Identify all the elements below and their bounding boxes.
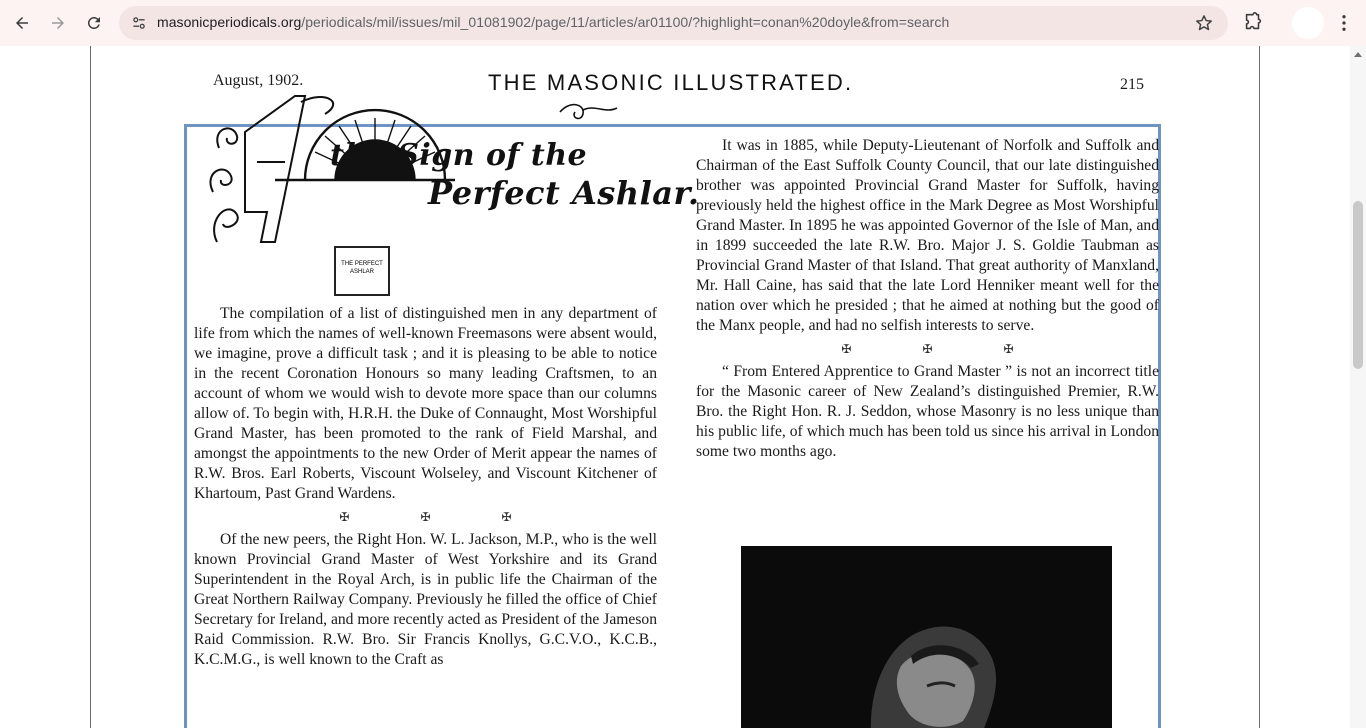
page-title: THE MASONIC ILLUSTRATED. <box>488 70 854 95</box>
forward-button[interactable] <box>44 9 72 37</box>
scrollbar-thumb[interactable] <box>1353 201 1363 369</box>
heading-line-1: the Sign of the <box>330 138 588 173</box>
heading-line-2: Perfect Ashlar. <box>428 174 700 212</box>
url-host: masonicperiodicals.org <box>157 14 302 30</box>
star-icon[interactable] <box>1194 13 1214 33</box>
paragraph: “ From Entered Apprentice to Grand Master ” is not an incorrect title for the Masonic career of New Zealand’s distinguished Premier, R.W. Bro. the Right Hon. R. J. Seddon, whose Masonry is no less unique than his public life, of which much has been told us since his arrival in London some two months ago. <box>696 363 1159 460</box>
url-text[interactable] <box>157 14 949 30</box>
portrait-photo <box>741 546 1112 728</box>
arrow-left-icon <box>13 14 31 32</box>
ashlar-block-label: THE PERFECT ASHLAR <box>334 246 390 296</box>
back-button[interactable] <box>8 9 36 37</box>
page-date: August, 1902. <box>213 72 304 89</box>
page-viewport <box>0 46 1366 728</box>
arrow-right-icon <box>49 14 67 32</box>
reload-button[interactable] <box>80 9 108 37</box>
address-bar[interactable] <box>119 6 1228 40</box>
section-ornament: ✠ ✠ ✠ <box>841 342 1048 356</box>
vertical-scrollbar[interactable] <box>1350 46 1366 728</box>
puzzle-icon[interactable] <box>1242 11 1266 35</box>
paragraph: The compilation of a list of distinguished men in any department of life from which the names of well-known Freemasons were absent would, we imagine, prove a difficult task ; and it is pleasing to be able to notice in the recent Coronation Honours so many leading Craftsmen, to an account of whom we would wish to devote more space than our columns allow of. To begin with, H.R.H. the Duke of Connaught, Most Worshipful Grand Master, has been promoted to the rank of Field Marshal, and amongst the appointments to the new Order of Merit appear the names of R.W. Bros. Earl Roberts, Viscount Wolseley, and Viscount Kitchener of Khartoum, Past Grand Wardens. <box>194 305 657 502</box>
section-ornament: ✠ ✠ ✠ <box>339 510 546 524</box>
article-column-right <box>696 136 1159 462</box>
profile-avatar[interactable] <box>1292 7 1324 39</box>
article-column-left <box>194 304 657 670</box>
browser-toolbar <box>0 0 1366 46</box>
page-number: 215 <box>1120 76 1144 93</box>
reload-icon <box>85 14 103 32</box>
paragraph: It was in 1885, while Deputy-Lieutenant of Norfolk and Suffolk and Chairman of the East Suffolk County Council, that our late distinguished brother was appointed Provincial Grand Master for Suffolk, having previously held the highest office in the Mark Degree as Most Worshipful Grand Master. In 1895 he was appointed Governor of the Isle of Man, and in 1899 succeeded the late R.W. Bro. Major J. S. Goldie Taubman as Provincial Grand Master of that Island. That great authority of Manxland, Mr. Hall Caine, has said that the late Lord Henniker meant well for the nation over which he presided ; that he aimed at nothing but the good of the Manx people, and had no selfish interests to serve. <box>696 137 1159 334</box>
kebab-menu-icon[interactable] <box>1334 11 1354 35</box>
tune-icon[interactable] <box>129 13 149 33</box>
paragraph: Of the new peers, the Right Hon. W. L. Jackson, M.P., who is the well known Provincial Grand Master of West Yorkshire and its Grand Superintendent in the Royal Arch, is in public life the Chairman of the Great Northern Railway Company. Previously he filled the office of Chief Secretary for Ireland, and more recently acted as President of the Jameson Raid Commission. R.W. Bro. Sir Francis Knollys, G.C.V.O., K.C.B., K.C.M.G., is well known to the Craft as <box>194 531 657 668</box>
url-path: /periodicals/mil/issues/mil_01081902/page/11/articles/ar01100/?highlight=conan%20doyle&from=search <box>301 14 950 30</box>
scroll-up-arrow-icon[interactable] <box>1354 52 1362 57</box>
